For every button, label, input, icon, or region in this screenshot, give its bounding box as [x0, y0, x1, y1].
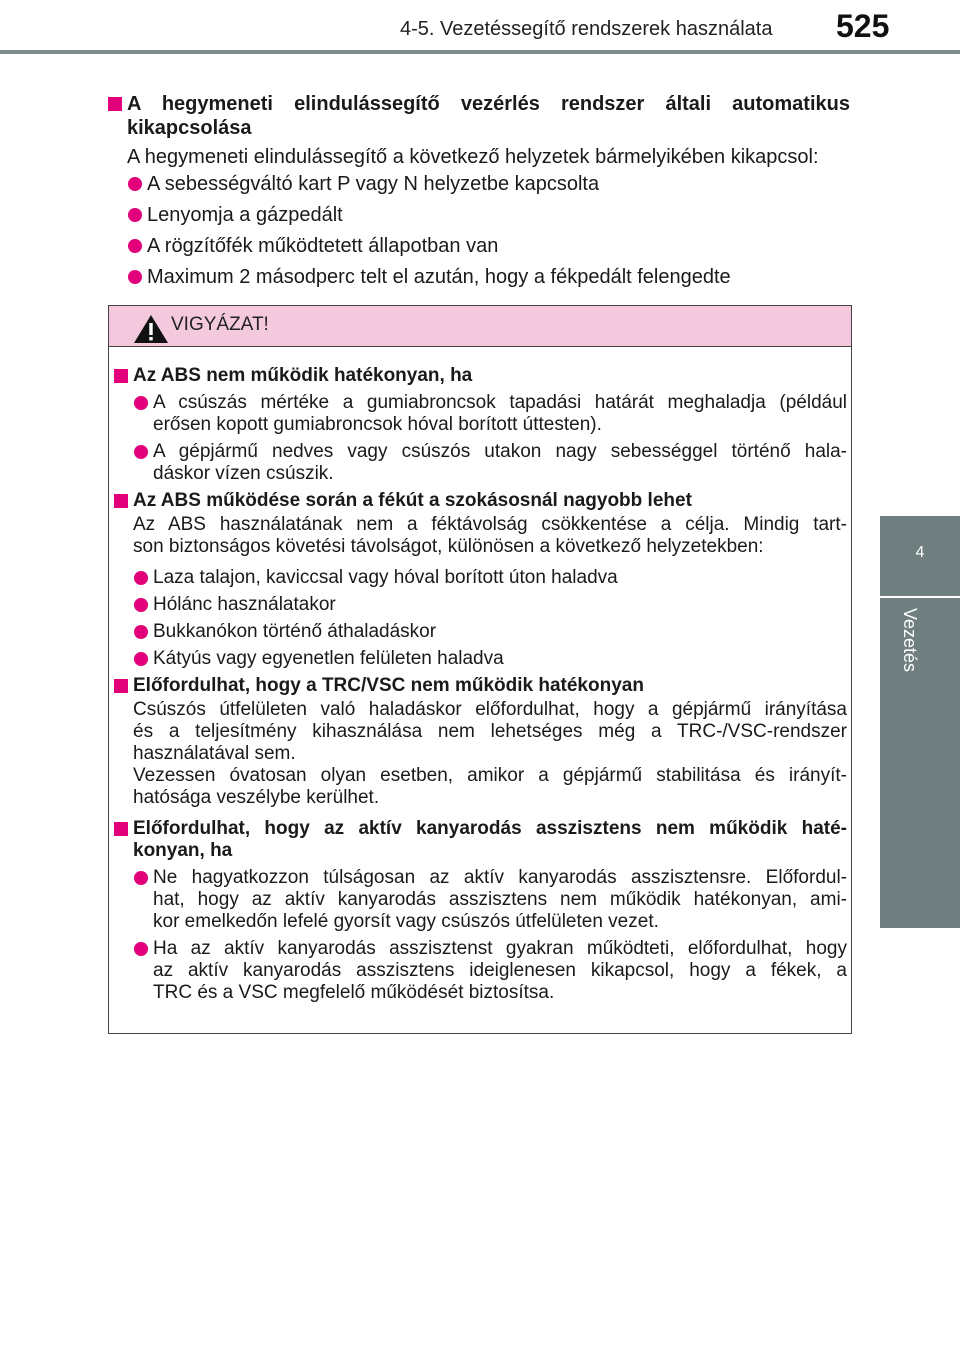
intro-text: A hegymeneti elindulássegítő a következő helyzetek bármelyikében kikapcsol:	[127, 146, 819, 168]
square-bullet-icon	[114, 369, 128, 383]
list-item: A sebességváltó kart P vagy N helyzetbe kapcsolta	[147, 173, 600, 195]
square-bullet-icon	[114, 494, 128, 508]
warning-subheading: Az ABS nem működik hatékonyan, ha	[133, 365, 473, 386]
warning-text: TRC és a VSC megfelelő működését biztosítsa.	[153, 982, 555, 1003]
warning-text: A csúszás mértéke a gumiabroncsok tapadási határát meghaladja (például	[153, 392, 847, 413]
square-bullet-icon	[114, 822, 128, 836]
warning-text: erősen kopott gumiabroncsok hóval borított úttesten).	[153, 414, 602, 435]
list-item: Maximum 2 másodperc telt el azután, hogy a fékpedált felengedte	[147, 266, 731, 288]
warning-text: hatósága veszélybe kerülhet.	[133, 787, 380, 808]
list-item: Hólánc használatakor	[153, 594, 336, 615]
header-divider	[0, 50, 960, 54]
round-bullet-icon	[134, 871, 148, 885]
round-bullet-icon	[134, 571, 148, 585]
list-item: Laza talajon, kaviccsal vagy hóval borított úton haladva	[153, 567, 618, 588]
warning-header	[109, 306, 851, 347]
warning-box	[108, 305, 852, 1034]
round-bullet-icon	[134, 598, 148, 612]
chapter-side-tab	[880, 598, 960, 928]
square-bullet-icon	[108, 97, 122, 111]
section-title: 4-5. Vezetéssegítő rendszerek használata	[400, 18, 773, 40]
warning-text: kor emelkedőn lefelé gyorsít vagy csúszós útfelületen vezet.	[153, 911, 659, 932]
round-bullet-icon	[128, 239, 142, 253]
list-item: Bukkanókon történő áthaladáskor	[153, 621, 437, 642]
section-heading: A hegymeneti elindulássegítő vezérlés rendszer általi automatikus	[127, 93, 850, 115]
warning-text: A gépjármű nedves vagy csúszós utakon nagy sebességgel történő hala-	[153, 441, 847, 462]
warning-text: dáskor vízen csúszik.	[153, 463, 334, 484]
round-bullet-icon	[128, 208, 142, 222]
round-bullet-icon	[134, 396, 148, 410]
list-item: Kátyús vagy egyenetlen felületen haladva	[153, 648, 504, 669]
warning-text: hat, hogy az aktív kanyarodás asszisztens nem működik hatékonyan, ami-	[153, 889, 847, 910]
warning-subheading-cont: konyan, ha	[133, 840, 233, 861]
chapter-tab	[880, 516, 960, 596]
warning-text: az aktív kanyarodás asszisztens ideiglenesen kikapcsol, hogy a fékek, a	[153, 960, 847, 981]
warning-text: Vezessen óvatosan olyan esetben, amikor a gépjármű stabilitása és irányít-	[133, 765, 847, 786]
chapter-name: Vezetés	[900, 608, 920, 673]
round-bullet-icon	[128, 270, 142, 284]
square-bullet-icon	[114, 679, 128, 693]
section-heading-cont: kikapcsolása	[127, 117, 252, 139]
warning-triangle-icon	[133, 314, 169, 344]
page-number: 525	[836, 8, 890, 44]
list-item: A rögzítőfék működtetett állapotban van	[147, 235, 499, 257]
warning-subheading: Az ABS működése során a fékút a szokásosnál nagyobb lehet	[133, 490, 692, 511]
round-bullet-icon	[128, 177, 142, 191]
warning-text: és a teljesítmény kihasználása nem lehetséges még a TRC-/VSC-rendszer	[133, 721, 847, 742]
warning-subheading: Előfordulhat, hogy az aktív kanyarodás asszisztens nem működik haté-	[133, 818, 847, 839]
list-item: Lenyomja a gázpedált	[147, 204, 343, 226]
round-bullet-icon	[134, 445, 148, 459]
round-bullet-icon	[134, 625, 148, 639]
warning-text: Csúszós útfelületen való haladáskor előfordulhat, hogy a gépjármű irányítása	[133, 699, 847, 720]
round-bullet-icon	[134, 942, 148, 956]
warning-title: VIGYÁZAT!	[171, 314, 269, 335]
warning-text: használatával sem.	[133, 743, 296, 764]
warning-subheading: Előfordulhat, hogy a TRC/VSC nem működik hatékonyan	[133, 675, 644, 696]
warning-text: Az ABS használatának nem a féktávolság csökkentése a célja. Mindig tart-	[133, 514, 847, 535]
round-bullet-icon	[134, 652, 148, 666]
warning-text: son biztonságos követési távolságot, különösen a következő helyzetekben:	[133, 536, 764, 557]
warning-text: Ha az aktív kanyarodás asszisztenst gyakran működteti, előfordulhat, hogy	[153, 938, 847, 959]
chapter-number: 4	[915, 544, 925, 561]
warning-text: Ne hagyatkozzon túlságosan az aktív kanyarodás asszisztensre. Előfordul-	[153, 867, 847, 888]
